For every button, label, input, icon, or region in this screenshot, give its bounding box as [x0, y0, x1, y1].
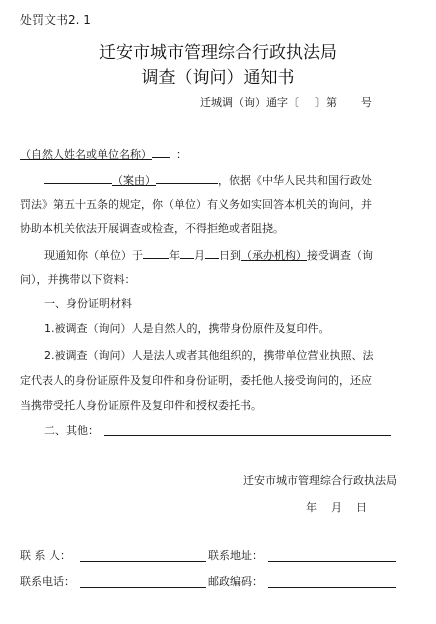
addressee-blank[interactable] — [152, 146, 170, 158]
doc-number-suffix: 号 — [361, 96, 372, 109]
year-blank[interactable] — [143, 247, 169, 259]
section1-item1: 1.被调查（询问）人是自然人的，携带身份原件及复印件。 — [44, 322, 330, 335]
section1-item2-line2: 定代表人的身份证原件及复印件和身份证明，委托他人接受询问的，还应 — [20, 374, 372, 387]
addressee-label: （自然人姓名或单位名称） — [20, 148, 152, 161]
document-number — [200, 94, 372, 110]
para1-line2: 罚法》第五十五条的规定，你（单位）有义务如实回答本机关的询问，并 — [20, 198, 372, 211]
section1-heading: 一、身份证明材料 — [44, 297, 132, 310]
document-code: 处罚文书2. 1 — [20, 13, 91, 27]
month-blank[interactable] — [180, 247, 194, 259]
postal-code-label: 邮政编码： — [208, 575, 263, 588]
contact-phone-label: 联系电话： — [20, 575, 75, 588]
para2-rest: 接受调查（询 — [307, 249, 373, 262]
para1-line1-rest: ，依据《中华人民共和国行政处 — [218, 174, 372, 187]
org-label: （承办机构） — [241, 249, 307, 262]
contact-phone-field[interactable] — [80, 587, 206, 588]
addressee-line — [20, 146, 187, 162]
contact-address-field[interactable] — [268, 561, 396, 562]
section1-item2-line1: 2.被调查（询问）人是法人或者其他组织的，携带单位营业执照、法 — [44, 349, 374, 362]
contact-person-label: 联 系 人： — [20, 549, 71, 562]
postal-code-field[interactable] — [268, 587, 396, 588]
other-blank-line[interactable] — [104, 435, 391, 436]
addressee-colon: ： — [176, 148, 187, 161]
section2-heading: 二、其他： — [44, 424, 99, 437]
agency-title: 迁安市城市管理综合行政执法局 — [99, 43, 337, 63]
year-label: 年 — [169, 249, 180, 262]
doc-number-prefix: 迁城调（询）通字〔 — [200, 96, 299, 109]
para1-line1 — [44, 172, 372, 188]
issuer-name: 迁安市城市管理综合行政执法局 — [243, 474, 397, 487]
case-label: （案由） — [112, 174, 156, 187]
section1-item2-line3: 当携带受托人身份证原件及复印件和授权委托书。 — [20, 399, 262, 412]
para2-lead: 现通知你（单位）于 — [44, 249, 143, 262]
month-label: 月 — [194, 249, 205, 262]
day-label: 日到 — [219, 249, 241, 262]
contact-person-field[interactable] — [80, 561, 206, 562]
doc-number-mid: 〕第 — [315, 96, 337, 109]
contact-address-label: 联系地址： — [208, 549, 263, 562]
document-title: 调查（询问）通知书 — [141, 68, 295, 88]
issue-date: 年 月 日 — [306, 501, 367, 514]
para1-line3: 协助本机关依法开展调查或检查，不得拒绝或者阻挠。 — [20, 222, 284, 235]
para2-line1 — [44, 247, 373, 263]
para2-line2: 问），并携带以下资料： — [20, 273, 136, 286]
case-blank-right[interactable] — [156, 172, 218, 184]
case-blank-left[interactable] — [44, 172, 112, 184]
day-blank[interactable] — [205, 247, 219, 259]
